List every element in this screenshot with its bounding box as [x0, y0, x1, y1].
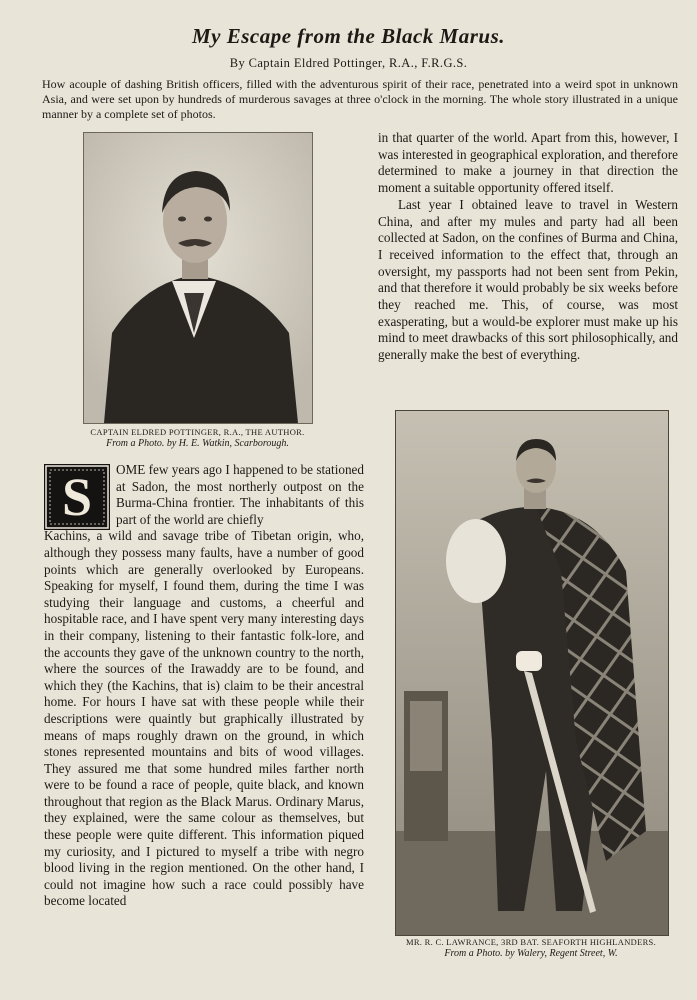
author-portrait-caption: CAPTAIN ELDRED POTTINGER, R.A., THE AUTHOR.	[90, 427, 305, 437]
right-paragraph-1: in that quarter of the world. Apart from this, however, I was interested in geographical exploration, and therefore determined to make a journey in that direction the moment a suitable opportunity offered itself.	[378, 130, 678, 196]
author-portrait-credit: From a Photo. by H. E. Watkin, Scarborough.	[106, 438, 289, 449]
officer-portrait-drawing	[396, 411, 668, 935]
author-portrait-photo	[83, 132, 313, 424]
article-byline: By Captain Eldred Pottinger, R.A., F.R.G.S.	[229, 56, 468, 70]
officer-portrait-caption-block	[390, 936, 672, 960]
officer-portrait-credit: From a Photo. by Walery, Regent Street, W.	[444, 948, 618, 959]
right-paragraph-2: Last year I obtained leave to travel in Western China, and after my mules and party had all been collected at Sadon, on the confines of Burma and China, I received information to the effect that, through an oversight, my passports had not been sent from Pekin, and that therefore it would probably be six weeks before they reached me. This, of course, was most exasperating, but a would-be explorer must make up his mind to meet drawbacks of this sort philosophically, and generally make the best of everything.	[378, 196, 678, 363]
officer-portrait-photo	[395, 410, 669, 936]
author-portrait-caption-block	[60, 426, 335, 450]
author-portrait-drawing	[84, 133, 312, 423]
article-title: My Escape from the Black Marus.	[191, 24, 505, 48]
right-column-text	[378, 130, 678, 364]
article-standfirst: How acouple of dashing British officers, filled with the adventurous spirit of their race, penetrated into a weird spot in unknown Asia, and were set upon by hundreds of murderous savages at three o'clock in the morning. The whole story illustrated in a unique manner by a complete set of photos.	[42, 77, 678, 121]
left-column-text	[44, 462, 364, 910]
drop-cap-letter: S	[61, 467, 93, 527]
left-paragraph-continuation: Kachins, a wild and savage tribe of Tibetan origin, who, although they possess many faults, have a number of good points which are generally overlooked by Europeans. Speaking for myself, I found them, during the time I was studying their language and customs, a cheerful and hospitable race, and I have spent very many interesting days in their company, listening to their fantastic folk-lore, and the accounts they gave of the unknown country to the north, where the sources of the Irawaddy are to be found, and which they (the Kachins, that is) claim to be their ancestral home. For hours I have sat with these people while their descriptions were quaintly but graphically illustrated by means of maps roughly drawn on the ground, in which stones represented mountains and bits of wood villages. They assured me that some hundred miles farther north were to be found a race of people, quite black, and known throughout that region as the Black Marus. Ordinary Marus, they explained, were the same colour as themselves, but these people were quite different. This information piqued my curiosity, and I pictured to myself a tribe with negro blood living in the region mentioned. On the other hand, I could not imagine how such a race could possibly have become located	[44, 528, 364, 909]
officer-portrait-caption: MR. R. C. LAWRANCE, 3RD BAT. SEAFORTH HIGHLANDERS.	[405, 937, 656, 947]
left-paragraph-lead: OME few years ago I happened to be stationed at Sadon, the most northerly outpost on the Burma-China frontier. The inhabitants of this part of the world are chiefly	[116, 462, 364, 527]
